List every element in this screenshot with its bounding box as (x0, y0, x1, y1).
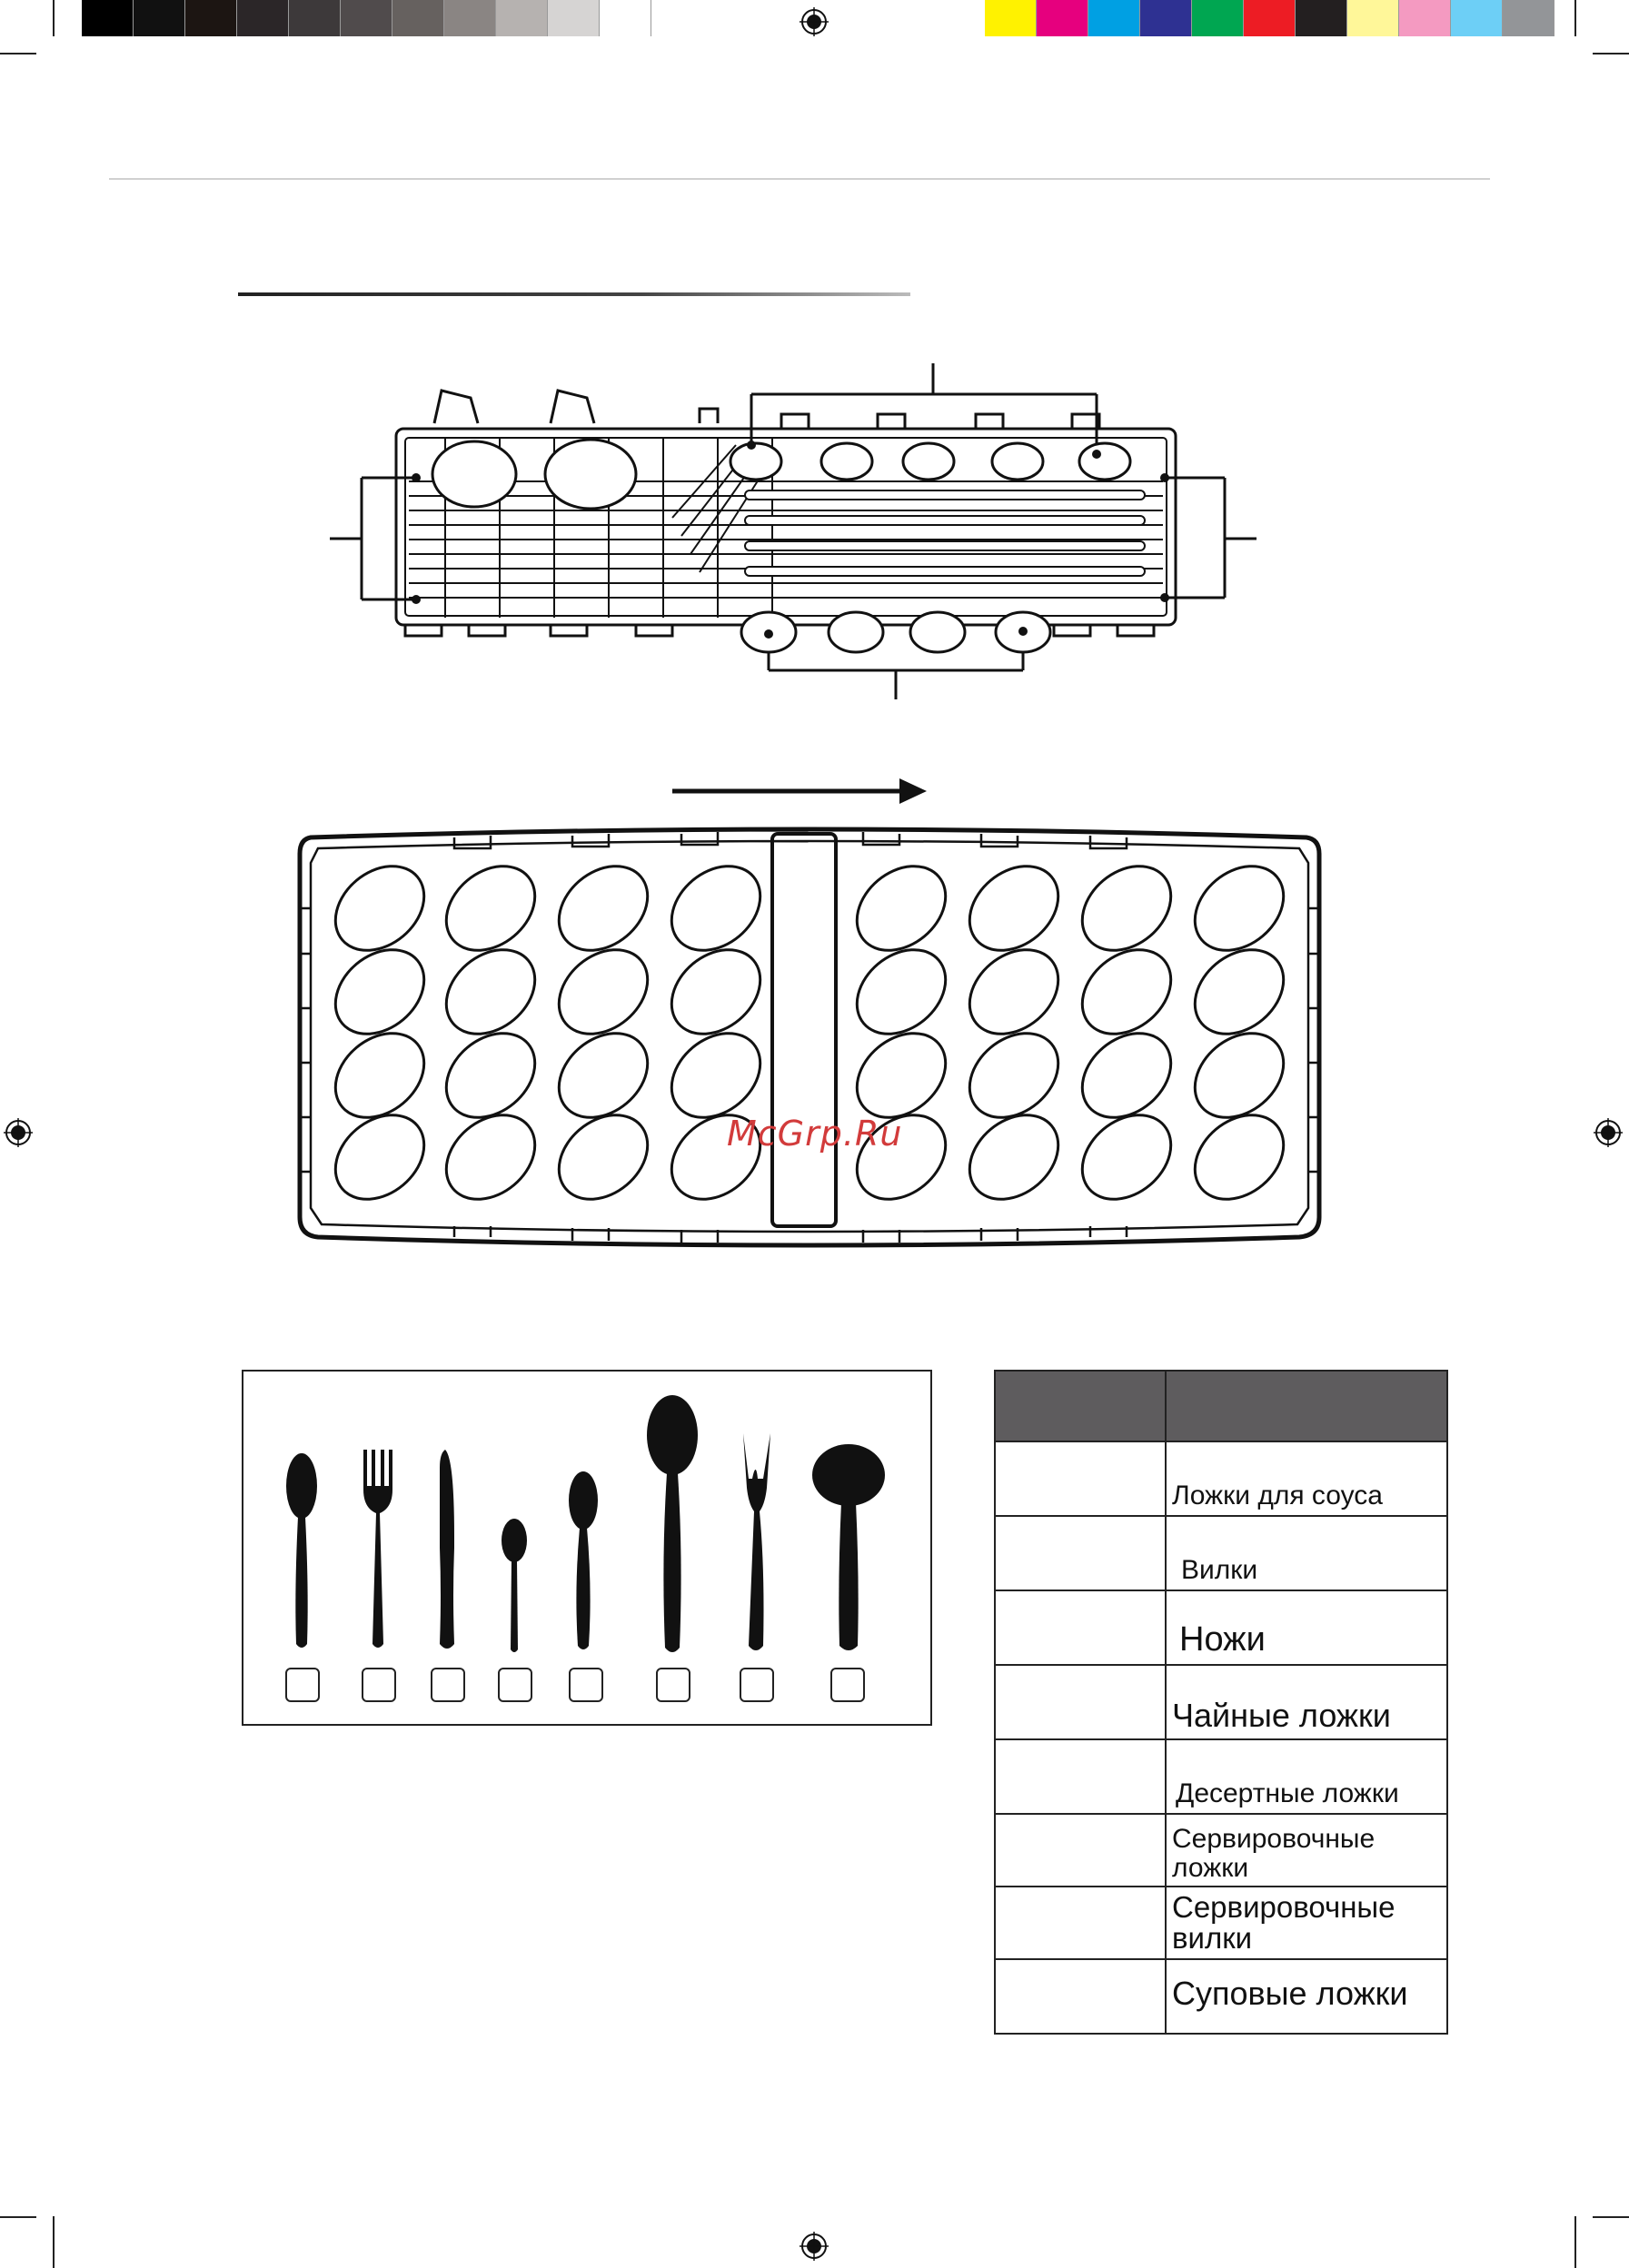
crop-mark (0, 2216, 36, 2218)
direction-arrow-icon (672, 776, 927, 807)
table-cell-number (995, 1814, 1166, 1887)
cutlery-legend-box (242, 1370, 932, 1726)
color-swatch (289, 0, 341, 36)
checkbox[interactable] (498, 1668, 532, 1702)
color-swatch (1451, 0, 1503, 36)
table-header-label (1166, 1371, 1447, 1441)
table-cell-number (995, 1739, 1166, 1814)
tray-slot (1178, 849, 1300, 968)
checkbox[interactable] (285, 1668, 320, 1702)
tray-slot (655, 849, 777, 968)
table-cell-number (995, 1887, 1166, 1959)
table-row (995, 1739, 1447, 1814)
table-cell-label: Десертные ложки (1166, 1739, 1447, 1814)
table-row (995, 1590, 1447, 1665)
crop-mark (53, 2216, 55, 2268)
cutlery-table (994, 1370, 1448, 2035)
color-swatch (985, 0, 1037, 36)
cutlery-tray-illustration (291, 817, 1326, 1253)
table-cell-label: Сервировочные вилки (1166, 1887, 1447, 1959)
table-cell-label: Вилки (1166, 1516, 1447, 1590)
table-header-row (995, 1371, 1447, 1441)
color-swatch (1399, 0, 1451, 36)
tray-slot (1066, 1098, 1187, 1217)
table-cell-label: Ножи (1166, 1590, 1447, 1665)
cutlery-rack-illustration (318, 354, 1263, 708)
color-swatch (1140, 0, 1192, 36)
teaspoon-icon (283, 1453, 320, 1653)
table-cell-number (995, 1665, 1166, 1739)
tray-slot (319, 1098, 441, 1217)
table-row (995, 1959, 1447, 2034)
tray-slot (1066, 933, 1187, 1052)
table-cell-label: Суповые ложки (1166, 1959, 1447, 2034)
table-cell-number (995, 1959, 1166, 2034)
tray-slot (430, 1098, 551, 1217)
color-swatch (1244, 0, 1296, 36)
grayscale-bar (82, 0, 651, 36)
table-cell-label: Ложки для соуса (1166, 1441, 1447, 1516)
color-swatch (496, 0, 548, 36)
tray-slot (953, 933, 1075, 1052)
table-row (995, 1516, 1447, 1590)
tray-slot (319, 849, 441, 968)
tray-slot (430, 933, 551, 1052)
color-swatch (1037, 0, 1088, 36)
color-swatch (600, 0, 651, 36)
color-swatch (341, 0, 392, 36)
soup-ladle-icon (810, 1444, 887, 1655)
tray-slot (542, 1098, 664, 1217)
color-swatch (1503, 0, 1555, 36)
color-swatch (1088, 0, 1140, 36)
color-bar (985, 0, 1555, 36)
tray-slot (840, 849, 962, 968)
fork-icon (360, 1450, 396, 1655)
color-swatch (134, 0, 185, 36)
table-cell-label: Сервировочные ложки (1166, 1814, 1447, 1887)
crop-mark (1574, 2216, 1576, 2268)
small-spoon-icon (500, 1519, 529, 1655)
title-underline (238, 292, 910, 296)
table-row (995, 1814, 1447, 1887)
table-header-number (995, 1371, 1166, 1441)
color-swatch (1347, 0, 1399, 36)
registration-mark-bottom-icon (800, 2232, 829, 2261)
dessert-spoon-icon (567, 1471, 600, 1653)
crop-mark (1574, 0, 1576, 36)
color-swatch (392, 0, 444, 36)
table-row (995, 1887, 1447, 1959)
tray-slot (542, 933, 664, 1052)
tray-slot (655, 933, 777, 1052)
knife-icon (432, 1450, 462, 1655)
watermark: McGrp.Ru (727, 1114, 903, 1154)
table-cell-label: Чайные ложки (1166, 1665, 1447, 1739)
header-rule (109, 178, 1490, 180)
color-swatch (82, 0, 134, 36)
crop-mark (1593, 2216, 1629, 2218)
crop-mark (53, 0, 55, 36)
tray-slot (542, 849, 664, 968)
tray-slot (953, 1098, 1075, 1217)
checkbox[interactable] (830, 1668, 865, 1702)
tray-slot (430, 849, 551, 968)
registration-mark-left-icon (4, 1118, 33, 1147)
table-cell-number (995, 1516, 1166, 1590)
table-row (995, 1665, 1447, 1739)
tray-slot (319, 933, 441, 1052)
table-row (995, 1441, 1447, 1516)
serving-fork-icon (738, 1433, 774, 1655)
color-swatch (237, 0, 289, 36)
color-swatch (1296, 0, 1347, 36)
registration-mark-top-icon (800, 7, 829, 36)
color-swatch (444, 0, 496, 36)
checkbox[interactable] (656, 1668, 690, 1702)
color-swatch (1192, 0, 1244, 36)
checkbox[interactable] (362, 1668, 396, 1702)
color-swatch (185, 0, 237, 36)
color-swatch (548, 0, 600, 36)
crop-mark (1593, 53, 1629, 54)
table-cell-number (995, 1590, 1166, 1665)
tray-slot (1066, 849, 1187, 968)
registration-mark-right-icon (1594, 1118, 1623, 1147)
table-cell-number (995, 1441, 1166, 1516)
tray-slot (953, 849, 1075, 968)
checkbox[interactable] (740, 1668, 774, 1702)
checkbox[interactable] (431, 1668, 465, 1702)
checkbox[interactable] (569, 1668, 603, 1702)
tray-slot (1178, 1098, 1300, 1217)
crop-mark (0, 53, 36, 54)
serving-spoon-icon (645, 1395, 700, 1655)
tray-slot (840, 933, 962, 1052)
tray-slot (1178, 933, 1300, 1052)
